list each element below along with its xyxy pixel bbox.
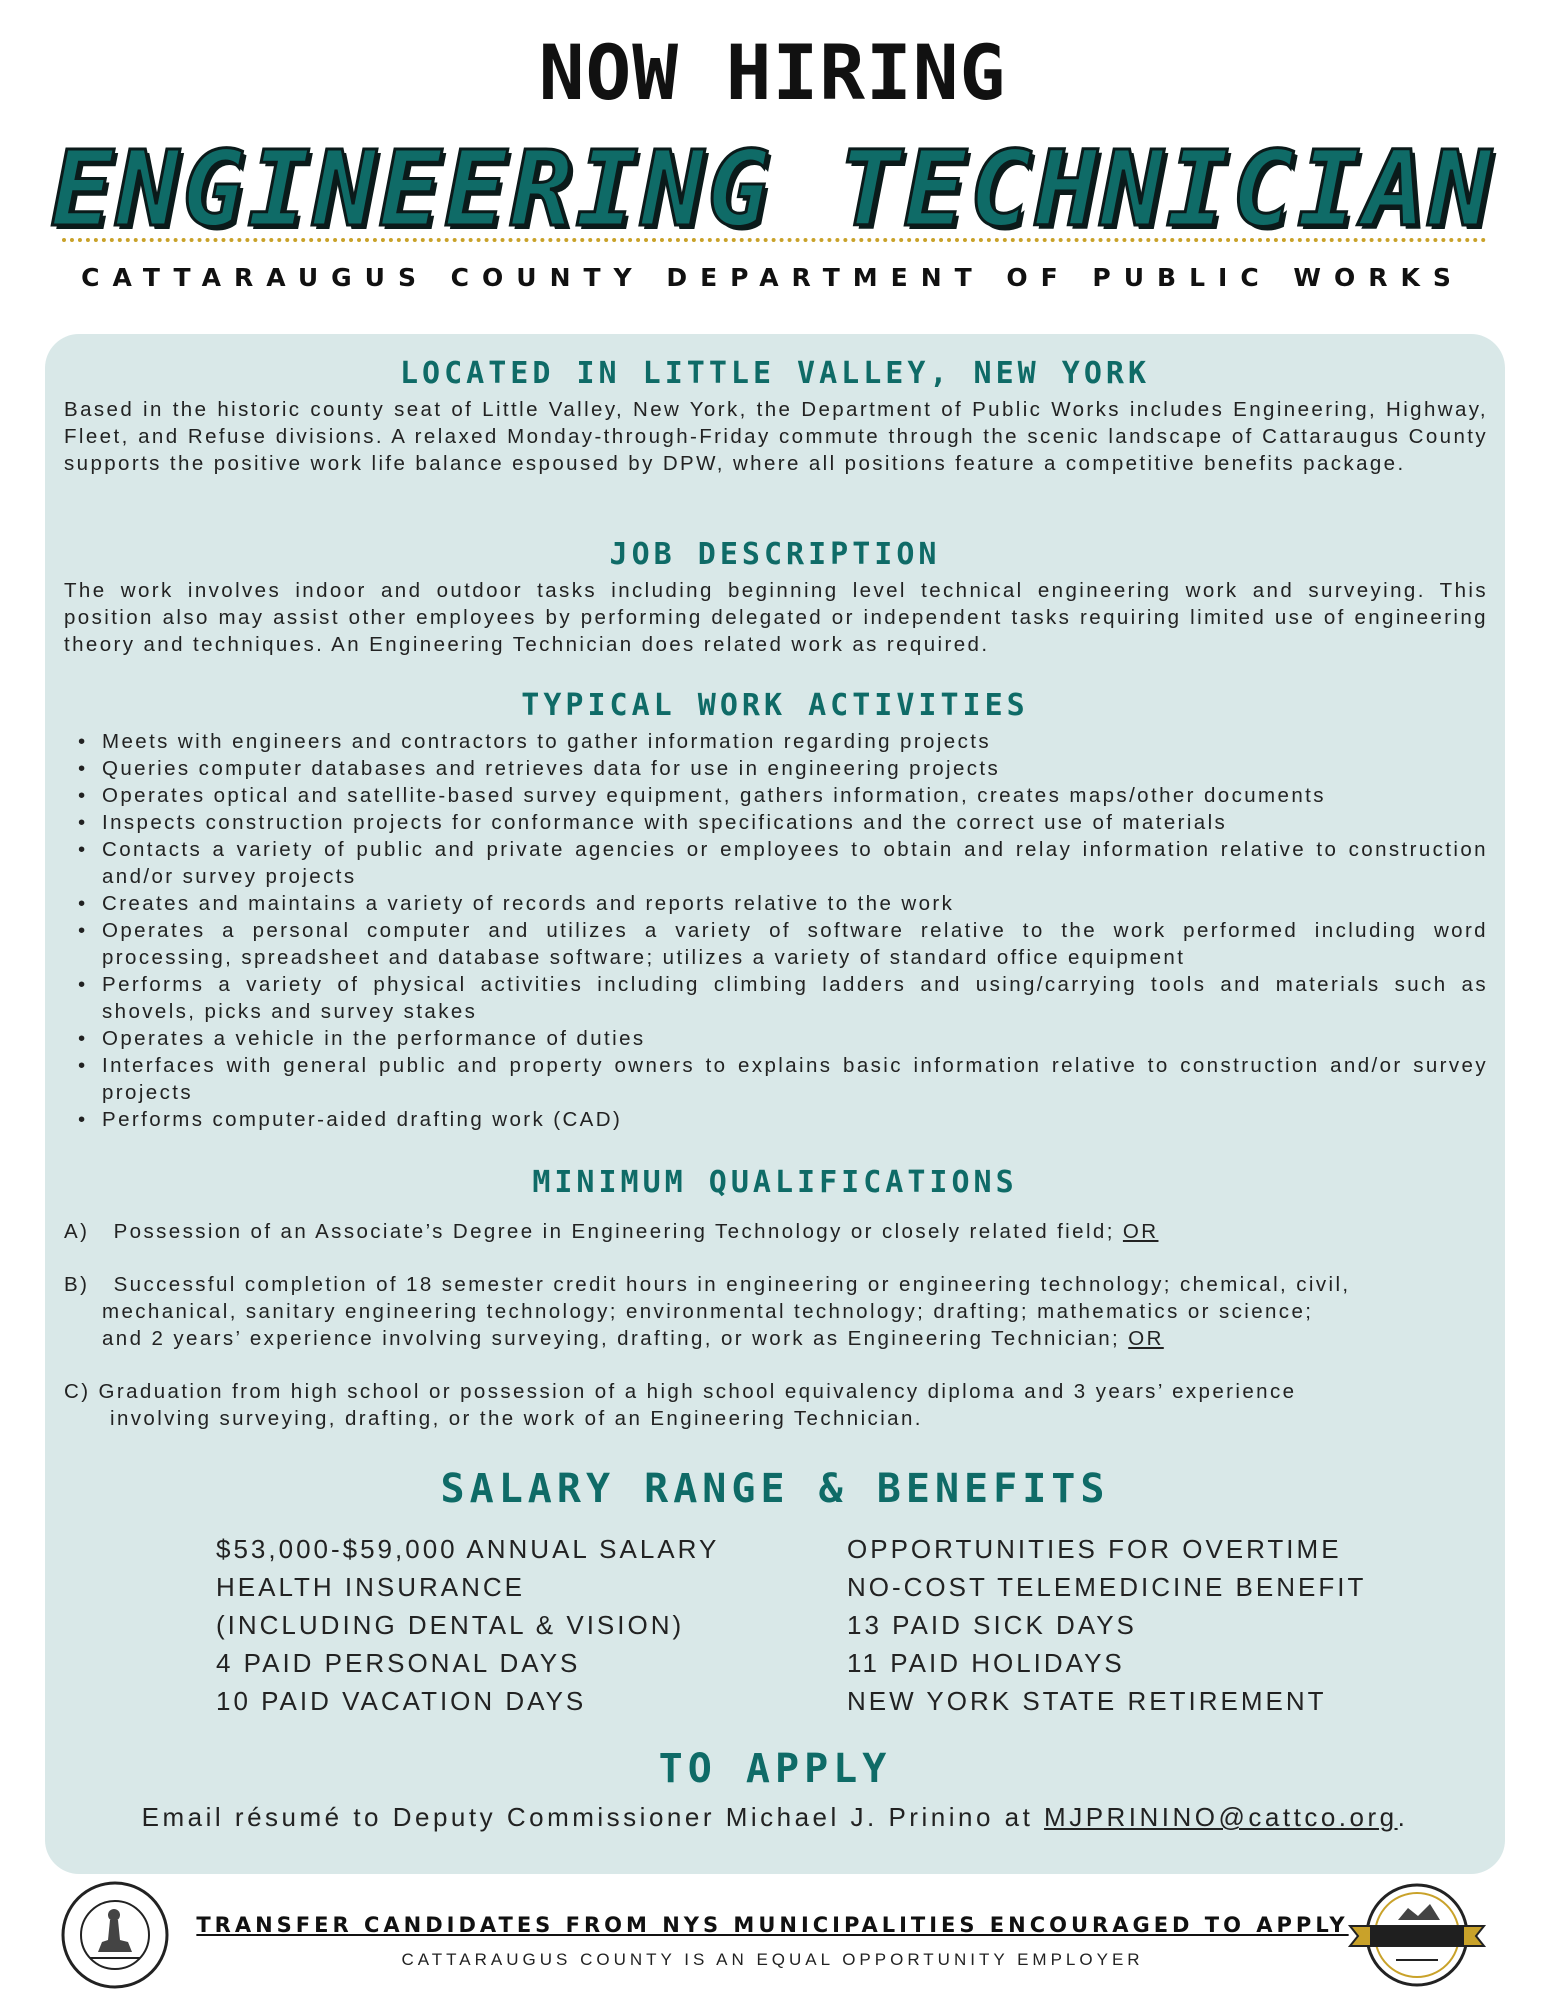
activities-heading: TYPICAL WORK ACTIVITIES	[521, 688, 1029, 723]
activity-text: Operates a vehicle in the performance of duties	[102, 1027, 646, 1050]
list-item	[64, 1106, 1488, 1133]
qualification-c	[64, 1378, 1488, 1432]
qualification-label: A)	[64, 1220, 90, 1243]
list-item	[64, 917, 1488, 971]
list-item: $53,000-$59,000 ANNUAL SALARY	[216, 1534, 720, 1564]
activity-text: Operates optical and satellite-based survey equipment, gathers information, creates maps/other documents	[102, 784, 1326, 807]
transfer-notice: TRANSFER CANDIDATES FROM NYS MUNICIPALITIES ENCOURAGED TO APPLY	[196, 1913, 1349, 1937]
bullet-icon: •	[78, 973, 88, 996]
list-item	[64, 782, 1488, 809]
list-item	[64, 1025, 1488, 1052]
job-description-paragraph: The work involves indoor and outdoor tasks including beginning level technical engineering work and surveying. This position also may assist other employees by performing delegated or independent tasks requiring limited use of engineering theory and techniques. An Engineering Technician does related work as required.	[64, 579, 1488, 656]
bullet-icon: •	[78, 838, 88, 861]
qualification-text: Successful completion of 18 semester credit hours in engineering or engineering technology; chemical, civil,	[113, 1273, 1351, 1296]
list-item: (INCLUDING DENTAL & VISION)	[216, 1610, 685, 1640]
qualification-text: Graduation from high school or possession of a high school equivalency diploma and 3 years’ experience	[98, 1380, 1297, 1403]
qualifications-heading: MINIMUM QUALIFICATIONS	[532, 1165, 1018, 1200]
qualification-label: B)	[64, 1273, 90, 1296]
list-item	[64, 809, 1488, 836]
list-item	[64, 728, 1488, 755]
or-label: OR	[1128, 1327, 1164, 1350]
apply-text: Email résumé to Deputy Commissioner Michael J. Prinino at	[141, 1802, 1045, 1832]
bullet-icon: •	[78, 784, 88, 807]
location-heading: LOCATED IN LITTLE VALLEY, NEW YORK	[399, 356, 1151, 391]
list-item	[64, 836, 1488, 890]
bullet-icon: •	[78, 1054, 88, 1077]
list-item: 4 PAID PERSONAL DAYS	[216, 1648, 581, 1678]
bullet-icon: •	[78, 757, 88, 780]
bullet-icon: •	[78, 811, 88, 834]
salary-heading: SALARY RANGE & BENEFITS	[440, 1466, 1110, 1512]
apply-instructions	[45, 1802, 1505, 1833]
activity-text: Contacts a variety of public and private agencies or employees to obtain and relay information relative to construction and/or survey projects	[102, 838, 1488, 888]
activity-text: Operates a personal computer and utilizes a variety of software relative to the work performed including word processing, spreadsheet and database software; utilizes a variety of standard office equipment	[102, 919, 1488, 969]
list-item: NO-COST TELEMEDICINE BENEFIT	[847, 1572, 1367, 1602]
qualification-text: mechanical, sanitary engineering technology; environmental technology; drafting; mathematics or science;	[102, 1300, 1314, 1323]
bullet-icon: •	[78, 730, 88, 753]
list-item: 13 PAID SICK DAYS	[847, 1610, 1137, 1640]
list-item: 11 PAID HOLIDAYS	[847, 1648, 1125, 1678]
qualification-a	[64, 1218, 1488, 1245]
activity-text: Queries computer databases and retrieves data for use in engineering projects	[102, 757, 1001, 780]
list-item: NEW YORK STATE RETIREMENT	[847, 1686, 1327, 1716]
activity-text: Performs a variety of physical activities including climbing ladders and using/carrying tools and materials such as shovels, picks and survey stakes	[102, 973, 1488, 1023]
list-item	[64, 890, 1488, 917]
or-label: OR	[1122, 1220, 1159, 1243]
now-hiring-heading: NOW HIRING	[538, 28, 1007, 117]
list-item: OPPORTUNITIES FOR OVERTIME	[847, 1534, 1342, 1564]
email-link[interactable]: MJPRININO@cattco.org	[1044, 1802, 1398, 1832]
benefits-list-right	[847, 1530, 1366, 1720]
qualification-b	[64, 1271, 1488, 1352]
list-item: 10 PAID VACATION DAYS	[216, 1686, 587, 1716]
qualification-label: C)	[64, 1380, 91, 1403]
bullet-icon: •	[78, 1108, 88, 1131]
activity-text: Interfaces with general public and property owners to explains basic information relative to construction and/or survey projects	[102, 1054, 1488, 1104]
qualification-text-last	[64, 1325, 1488, 1352]
qualification-text: and 2 years’ experience involving surveying, drafting, or work as Engineering Technician;	[102, 1327, 1121, 1350]
job-description-heading: JOB DESCRIPTION	[609, 537, 941, 572]
list-item	[64, 755, 1488, 782]
dotted-divider	[62, 238, 1487, 242]
qualification-text: involving surveying, drafting, or the work of an Engineering Technician.	[110, 1407, 923, 1430]
list-item	[64, 1052, 1488, 1106]
location-paragraph: Based in the historic county seat of Little Valley, New York, the Department of Public Works includes Engineering, Highway, Fleet, and Refuse divisions. A relaxed Monday-through-Friday commute through the scenic landscape of Cattaraugus County supports the positive work life balance espoused by DPW, where all positions feature a competitive benefits package.	[64, 398, 1488, 475]
bullet-icon: •	[78, 892, 88, 915]
apply-heading: TO APPLY	[658, 1746, 892, 1792]
activities-list	[64, 728, 1488, 1133]
activity-text: Meets with engineers and contractors to gather information regarding projects	[102, 730, 992, 753]
activity-text: Inspects construction projects for conformance with specifications and the correct use of materials	[102, 811, 1228, 834]
list-item: HEALTH INSURANCE	[216, 1572, 526, 1602]
apply-end: .	[1397, 1802, 1409, 1832]
qualification-text: Possession of an Associate’s Degree in Engineering Technology or closely related field;	[113, 1220, 1115, 1243]
benefits-list-left	[216, 1530, 719, 1720]
activity-text: Performs computer-aided drafting work (CAD)	[102, 1108, 623, 1131]
activity-text: Creates and maintains a variety of records and reports relative to the work	[102, 892, 955, 915]
bullet-icon: •	[78, 919, 88, 942]
list-item	[64, 971, 1488, 1025]
bullet-icon: •	[78, 1027, 88, 1050]
job-title: ENGINEERING TECHNICIAN	[50, 128, 1495, 250]
eoe-statement: CATTARAUGUS COUNTY IS AN EQUAL OPPORTUNITY EMPLOYER	[401, 1950, 1144, 1969]
department-name: CATTARAUGUS COUNTY DEPARTMENT OF PUBLIC WORKS	[81, 263, 1464, 292]
